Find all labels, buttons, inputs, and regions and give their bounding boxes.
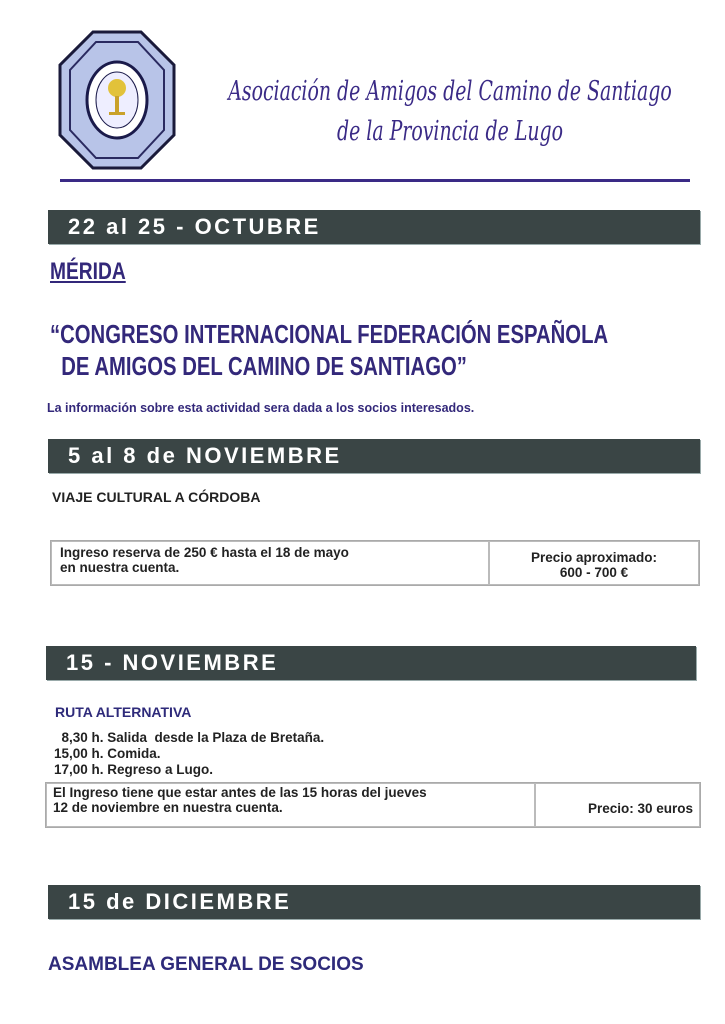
price-value: 600 - 700 € [559, 565, 629, 580]
schedule-item: 17,00 h. Regreso a Lugo. [54, 762, 214, 777]
event-note: La información sobre esta actividad sera dada a los socios interesados. [47, 401, 475, 415]
price-label: Precio aproximado: [530, 550, 658, 565]
date-banner-november-5-8: 5 al 8 de NOVIEMBRE [48, 439, 700, 473]
schedule-item: 8,30 h. Salida desde la Plaza de Bretaña. [54, 730, 325, 745]
assembly-title: ASAMBLEA GENERAL DE SOCIOS [48, 954, 364, 975]
schedule-item: 15,00 h. Comida. [54, 746, 161, 761]
payment-line1: El Ingreso tiene que estar antes de las 15 horas del jueves [53, 785, 427, 800]
price-value: Precio: 30 euros [535, 783, 700, 827]
payment-line1: Ingreso reserva de 250 € hasta el 18 de mayo [60, 545, 349, 560]
date-banner-october: 22 al 25 - OCTUBRE [48, 210, 700, 244]
cordoba-payment-table [50, 540, 700, 586]
date-banner-november-15: 15 - NOVIEMBRE [46, 646, 696, 680]
schedule-list [54, 730, 324, 778]
header-divider [60, 179, 690, 182]
association-title-line2: de la Provincia de Lugo [336, 116, 564, 147]
date-banner-december: 15 de DICIEMBRE [48, 885, 700, 919]
trip-title: VIAJE CULTURAL A CÓRDOBA [52, 489, 261, 505]
association-title-line1: Asociación de Amigos del Camino de Santiago [228, 76, 672, 107]
event-title-line1: “CONGRESO INTERNACIONAL FEDERACIÓN ESPAÑOLA [50, 319, 609, 349]
event-title [50, 318, 608, 382]
payment-line2: 12 de noviembre en nuestra cuenta. [53, 800, 283, 815]
route-payment-table [45, 782, 701, 828]
payment-line2: en nuestra cuenta. [60, 560, 180, 575]
event-title-line2: DE AMIGOS DEL CAMINO DE SANTIAGO” [50, 351, 467, 381]
route-title: RUTA ALTERNATIVA [55, 704, 192, 720]
event-place: MÉRIDA [50, 258, 126, 285]
